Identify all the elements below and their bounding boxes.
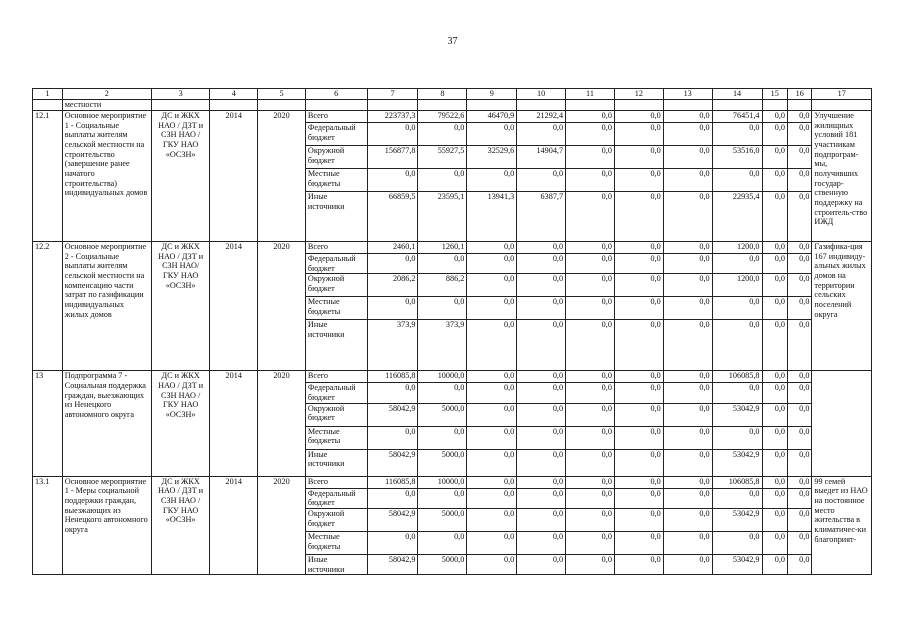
item-executor: ДС и ЖКХ НАО / ДЗТ и СЗН НАО / ГКУ НАО «ОСЗН» — [151, 476, 209, 575]
item-end-year: 2020 — [258, 111, 306, 242]
item-result: Улучшение жилищных условий 181 участникам подпрограм-мы, получивших государ-ственную поддержку на строитель-ство ИЖД — [812, 111, 872, 242]
value-cell: 0,0 — [712, 383, 762, 403]
value-cell: 53042,9 — [712, 509, 762, 532]
value-cell: 0,0 — [663, 146, 712, 169]
value-cell: 53042,9 — [712, 403, 762, 426]
value-cell: 55927,5 — [418, 146, 467, 169]
column-number: 12 — [614, 89, 663, 100]
value-cell: 22935,4 — [712, 192, 762, 242]
funding-source: Местные бюджеты — [305, 426, 367, 449]
value-cell: 0,0 — [762, 476, 787, 488]
column-number: 13 — [663, 89, 712, 100]
value-cell: 6387,7 — [517, 192, 566, 242]
value-cell: 0,0 — [517, 123, 566, 146]
value-cell: 0,0 — [614, 509, 663, 532]
value-cell: 0,0 — [566, 383, 615, 403]
value-cell: 0,0 — [566, 555, 615, 575]
value-cell: 0,0 — [367, 426, 418, 449]
value-cell: 0,0 — [614, 146, 663, 169]
funding-source: Окружной бюджет — [305, 509, 367, 532]
value-cell: 5000,0 — [418, 555, 467, 575]
value-cell: 0,0 — [762, 383, 787, 403]
value-cell: 0,0 — [517, 242, 566, 254]
column-number: 3 — [151, 89, 209, 100]
value-cell: 0,0 — [787, 297, 811, 320]
value-cell: 0,0 — [566, 192, 615, 242]
value-cell: 0,0 — [663, 403, 712, 426]
value-cell: 0,0 — [614, 123, 663, 146]
value-cell: 53516,0 — [712, 146, 762, 169]
value-cell: 0,0 — [663, 476, 712, 488]
value-cell: 0,0 — [787, 274, 811, 297]
value-cell: 0,0 — [663, 297, 712, 320]
value-cell: 2086,2 — [367, 274, 418, 297]
value-cell: 0,0 — [418, 488, 467, 508]
value-cell: 21292,4 — [517, 111, 566, 123]
value-cell: 0,0 — [367, 123, 418, 146]
value-cell: 0,0 — [762, 320, 787, 371]
value-cell: 0,0 — [663, 555, 712, 575]
value-cell: 0,0 — [663, 488, 712, 508]
value-cell: 0,0 — [787, 242, 811, 254]
value-cell: 0,0 — [762, 488, 787, 508]
item-number: 13 — [33, 371, 63, 476]
value-cell: 0,0 — [614, 371, 663, 383]
value-cell: 5000,0 — [418, 449, 467, 476]
item-end-year: 2020 — [258, 476, 306, 575]
value-cell: 0,0 — [566, 476, 615, 488]
item-result: 99 семей выедет из НАО на постоянное место жительства в климатичес-ки благоприят- — [812, 476, 872, 575]
value-cell: 0,0 — [614, 169, 663, 192]
funding-source: Окружной бюджет — [305, 274, 367, 297]
funding-source: Всего — [305, 242, 367, 254]
value-cell: 0,0 — [663, 274, 712, 297]
value-cell: 0,0 — [418, 169, 467, 192]
value-cell: 0,0 — [566, 509, 615, 532]
value-cell: 0,0 — [762, 555, 787, 575]
funding-source: Окружной бюджет — [305, 146, 367, 169]
value-cell: 0,0 — [566, 123, 615, 146]
column-number: 15 — [762, 89, 787, 100]
value-cell: 156877,8 — [367, 146, 418, 169]
value-cell: 0,0 — [762, 254, 787, 274]
value-cell: 0,0 — [787, 123, 811, 146]
value-cell: 0,0 — [614, 488, 663, 508]
value-cell: 0,0 — [517, 555, 566, 575]
funding-source: Всего — [305, 111, 367, 123]
column-number: 6 — [305, 89, 367, 100]
table-row — [33, 242, 872, 254]
column-number-row — [33, 89, 872, 100]
value-cell: 0,0 — [467, 297, 517, 320]
value-cell: 0,0 — [517, 371, 566, 383]
value-cell: 223737,3 — [367, 111, 418, 123]
item-start-year: 2014 — [210, 371, 258, 476]
value-cell: 0,0 — [787, 169, 811, 192]
value-cell: 0,0 — [712, 320, 762, 371]
item-executor: ДС и ЖКХ НАО / ДЗТ и СЗН НАО/ ГКУ НАО «ОСЗН» — [151, 242, 209, 371]
value-cell: 106085,8 — [712, 476, 762, 488]
value-cell: 0,0 — [787, 383, 811, 403]
value-cell: 0,0 — [762, 146, 787, 169]
value-cell: 0,0 — [663, 509, 712, 532]
value-cell: 0,0 — [712, 532, 762, 555]
value-cell: 0,0 — [663, 371, 712, 383]
funding-source: Иные источники — [305, 320, 367, 371]
value-cell: 0,0 — [663, 169, 712, 192]
column-number: 2 — [62, 89, 151, 100]
funding-source: Федеральный бюджет — [305, 254, 367, 274]
value-cell: 53042,9 — [712, 555, 762, 575]
value-cell: 5000,0 — [418, 509, 467, 532]
value-cell: 0,0 — [517, 449, 566, 476]
value-cell: 0,0 — [566, 242, 615, 254]
funding-source: Иные источники — [305, 555, 367, 575]
item-start-year: 2014 — [210, 111, 258, 242]
value-cell: 58042,9 — [367, 403, 418, 426]
column-number: 11 — [566, 89, 615, 100]
value-cell: 0,0 — [566, 426, 615, 449]
value-cell: 5000,0 — [418, 403, 467, 426]
item-name: Основное мероприятие 1 - Социальные выплаты жителям сельской местности на строительство (завершение ранее начатого строительства) индивидуальных домов — [62, 111, 151, 242]
value-cell: 23595,1 — [418, 192, 467, 242]
value-cell: 0,0 — [467, 242, 517, 254]
value-cell: 0,0 — [467, 123, 517, 146]
value-cell: 1200,0 — [712, 242, 762, 254]
value-cell: 0,0 — [566, 169, 615, 192]
value-cell: 0,0 — [566, 146, 615, 169]
item-name: Основное мероприятие 1 - Меры социальной поддержки граждан, выезжающих из Ненецкого автономного округа — [62, 476, 151, 575]
value-cell: 0,0 — [517, 426, 566, 449]
funding-source: Федеральный бюджет — [305, 383, 367, 403]
value-cell: 0,0 — [467, 254, 517, 274]
value-cell: 79522,6 — [418, 111, 467, 123]
value-cell: 0,0 — [467, 532, 517, 555]
funding-source: Иные источники — [305, 192, 367, 242]
value-cell: 0,0 — [467, 383, 517, 403]
value-cell: 0,0 — [517, 169, 566, 192]
item-result: Газифика-ция 167 индивиду-альных жилых домов на территории сельских поселений округа — [812, 242, 872, 371]
value-cell: 0,0 — [762, 123, 787, 146]
value-cell: 0,0 — [762, 449, 787, 476]
column-number: 8 — [418, 89, 467, 100]
value-cell: 76451,4 — [712, 111, 762, 123]
value-cell: 14904,7 — [517, 146, 566, 169]
item-number: 12.2 — [33, 242, 63, 371]
item-start-year: 2014 — [210, 476, 258, 575]
value-cell: 0,0 — [467, 449, 517, 476]
value-cell: 0,0 — [418, 254, 467, 274]
value-cell: 53042,9 — [712, 449, 762, 476]
column-number: 4 — [210, 89, 258, 100]
value-cell: 0,0 — [566, 111, 615, 123]
program-table — [32, 88, 872, 575]
value-cell: 0,0 — [517, 274, 566, 297]
value-cell: 0,0 — [787, 488, 811, 508]
value-cell: 0,0 — [762, 403, 787, 426]
funding-source: Окружной бюджет — [305, 403, 367, 426]
value-cell: 0,0 — [517, 254, 566, 274]
value-cell: 0,0 — [762, 532, 787, 555]
table-row — [33, 371, 872, 383]
value-cell: 0,0 — [787, 146, 811, 169]
value-cell: 0,0 — [517, 297, 566, 320]
value-cell: 0,0 — [712, 426, 762, 449]
value-cell: 373,9 — [418, 320, 467, 371]
value-cell: 0,0 — [467, 509, 517, 532]
value-cell: 0,0 — [367, 169, 418, 192]
value-cell: 0,0 — [663, 111, 712, 123]
column-number: 17 — [812, 89, 872, 100]
page-number: 37 — [447, 36, 458, 47]
value-cell: 0,0 — [418, 383, 467, 403]
value-cell: 0,0 — [762, 274, 787, 297]
value-cell: 0,0 — [787, 371, 811, 383]
value-cell: 0,0 — [566, 297, 615, 320]
item-end-year: 2020 — [258, 242, 306, 371]
value-cell: 0,0 — [566, 320, 615, 371]
value-cell: 0,0 — [663, 123, 712, 146]
value-cell: 116085,8 — [367, 371, 418, 383]
item-end-year: 2020 — [258, 371, 306, 476]
value-cell: 1200,0 — [712, 274, 762, 297]
value-cell: 0,0 — [517, 476, 566, 488]
value-cell: 0,0 — [787, 426, 811, 449]
value-cell: 0,0 — [367, 383, 418, 403]
value-cell: 0,0 — [614, 320, 663, 371]
value-cell: 0,0 — [614, 383, 663, 403]
value-cell: 46470,9 — [467, 111, 517, 123]
value-cell: 0,0 — [517, 403, 566, 426]
value-cell: 0,0 — [787, 476, 811, 488]
value-cell: 10000,0 — [418, 371, 467, 383]
value-cell: 0,0 — [467, 274, 517, 297]
value-cell: 0,0 — [712, 254, 762, 274]
value-cell: 0,0 — [762, 297, 787, 320]
item-executor: ДС и ЖКХ НАО / ДЗТ и СЗН НАО / ГКУ НАО «ОСЗН» — [151, 371, 209, 476]
table-row — [33, 111, 872, 123]
value-cell: 0,0 — [467, 169, 517, 192]
value-cell: 0,0 — [566, 254, 615, 274]
value-cell: 10000,0 — [418, 476, 467, 488]
item-name: Основное мероприятие 2 - Социальные выплаты жителям сельской местности на компенсацию части затрат по газификации индивидуальных жилых домов — [62, 242, 151, 371]
column-number: 7 — [367, 89, 418, 100]
value-cell: 116085,8 — [367, 476, 418, 488]
value-cell: 0,0 — [762, 111, 787, 123]
value-cell: 0,0 — [762, 169, 787, 192]
funding-source: Всего — [305, 371, 367, 383]
value-cell: 2460,1 — [367, 242, 418, 254]
value-cell: 0,0 — [614, 254, 663, 274]
item-number: 13.1 — [33, 476, 63, 575]
value-cell: 0,0 — [663, 426, 712, 449]
value-cell: 0,0 — [712, 169, 762, 192]
value-cell: 0,0 — [712, 297, 762, 320]
value-cell: 373,9 — [367, 320, 418, 371]
value-cell: 0,0 — [566, 274, 615, 297]
value-cell: 0,0 — [566, 371, 615, 383]
value-cell: 0,0 — [614, 426, 663, 449]
value-cell: 0,0 — [467, 371, 517, 383]
value-cell: 0,0 — [787, 320, 811, 371]
value-cell: 0,0 — [787, 555, 811, 575]
funding-source: Федеральный бюджет — [305, 123, 367, 146]
funding-source: Местные бюджеты — [305, 532, 367, 555]
value-cell: 0,0 — [614, 242, 663, 254]
value-cell: 0,0 — [762, 242, 787, 254]
value-cell: 0,0 — [787, 532, 811, 555]
value-cell: 0,0 — [663, 320, 712, 371]
value-cell: 0,0 — [517, 383, 566, 403]
funding-source: Всего — [305, 476, 367, 488]
value-cell: 0,0 — [566, 403, 615, 426]
value-cell: 0,0 — [787, 192, 811, 242]
value-cell: 0,0 — [663, 242, 712, 254]
value-cell: 0,0 — [566, 488, 615, 508]
value-cell: 0,0 — [663, 449, 712, 476]
table-row — [33, 476, 872, 488]
value-cell: 0,0 — [367, 532, 418, 555]
value-cell: 13941,3 — [467, 192, 517, 242]
value-cell: 0,0 — [787, 111, 811, 123]
funding-source: Федеральный бюджет — [305, 488, 367, 508]
column-number: 10 — [517, 89, 566, 100]
item-start-year: 2014 — [210, 242, 258, 371]
value-cell: 1260,1 — [418, 242, 467, 254]
value-cell: 0,0 — [762, 371, 787, 383]
value-cell: 0,0 — [787, 403, 811, 426]
column-number: 1 — [33, 89, 63, 100]
value-cell: 0,0 — [614, 297, 663, 320]
value-cell: 0,0 — [467, 426, 517, 449]
value-cell: 0,0 — [614, 449, 663, 476]
continuation-row — [33, 100, 872, 111]
value-cell: 0,0 — [566, 532, 615, 555]
value-cell: 58042,9 — [367, 449, 418, 476]
column-number: 5 — [258, 89, 306, 100]
value-cell: 0,0 — [566, 449, 615, 476]
funding-source: Местные бюджеты — [305, 297, 367, 320]
item-name: Подпрограмма 7 - Социальная поддержка граждан, выезжающих из Ненецкого автономного округа — [62, 371, 151, 476]
value-cell: 0,0 — [418, 532, 467, 555]
value-cell: 0,0 — [367, 488, 418, 508]
value-cell: 0,0 — [663, 383, 712, 403]
item-result — [812, 371, 872, 476]
value-cell: 0,0 — [517, 509, 566, 532]
value-cell: 0,0 — [467, 320, 517, 371]
item-number: 12.1 — [33, 111, 63, 242]
value-cell: 0,0 — [517, 488, 566, 508]
value-cell: 886,2 — [418, 274, 467, 297]
value-cell: 0,0 — [663, 192, 712, 242]
value-cell: 0,0 — [614, 403, 663, 426]
item-executor: ДС и ЖКХ НАО / ДЗТ и СЗН НАО / ГКУ НАО «ОСЗН» — [151, 111, 209, 242]
value-cell: 0,0 — [418, 297, 467, 320]
value-cell: 0,0 — [787, 254, 811, 274]
continuation-text: местности — [62, 100, 151, 111]
value-cell: 0,0 — [517, 320, 566, 371]
column-number: 16 — [787, 89, 811, 100]
value-cell: 0,0 — [663, 532, 712, 555]
value-cell: 0,0 — [614, 192, 663, 242]
value-cell: 58042,9 — [367, 555, 418, 575]
value-cell: 0,0 — [367, 254, 418, 274]
value-cell: 0,0 — [517, 532, 566, 555]
funding-source: Иные источники — [305, 449, 367, 476]
value-cell: 0,0 — [762, 192, 787, 242]
value-cell: 0,0 — [467, 403, 517, 426]
value-cell: 0,0 — [467, 476, 517, 488]
value-cell: 0,0 — [762, 426, 787, 449]
value-cell: 0,0 — [614, 476, 663, 488]
value-cell: 0,0 — [663, 254, 712, 274]
value-cell: 0,0 — [787, 449, 811, 476]
value-cell: 0,0 — [467, 555, 517, 575]
column-number: 9 — [467, 89, 517, 100]
value-cell: 0,0 — [712, 123, 762, 146]
value-cell: 106085,8 — [712, 371, 762, 383]
value-cell: 32529,6 — [467, 146, 517, 169]
value-cell: 66859,5 — [367, 192, 418, 242]
value-cell: 0,0 — [418, 123, 467, 146]
value-cell: 0,0 — [712, 488, 762, 508]
value-cell: 0,0 — [614, 274, 663, 297]
value-cell: 0,0 — [614, 111, 663, 123]
value-cell: 0,0 — [418, 426, 467, 449]
value-cell: 0,0 — [762, 509, 787, 532]
funding-source: Местные бюджеты — [305, 169, 367, 192]
value-cell: 0,0 — [367, 297, 418, 320]
value-cell: 0,0 — [614, 532, 663, 555]
value-cell: 0,0 — [467, 488, 517, 508]
value-cell: 0,0 — [614, 555, 663, 575]
value-cell: 0,0 — [787, 509, 811, 532]
value-cell: 58042,9 — [367, 509, 418, 532]
column-number: 14 — [712, 89, 762, 100]
